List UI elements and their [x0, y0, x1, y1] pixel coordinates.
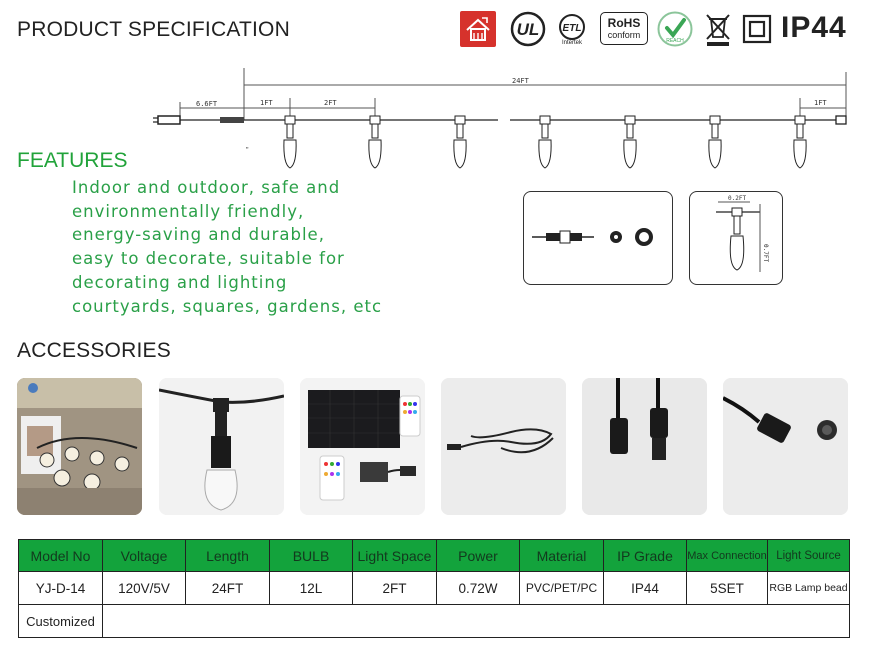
- feature-line: decorating and lighting: [72, 272, 288, 292]
- bulb-detail-box: [689, 191, 783, 285]
- reach-mark-icon: [656, 11, 694, 47]
- svg-text:ETL: ETL: [562, 22, 582, 34]
- svg-text:0.2FT: 0.2FT: [728, 195, 747, 202]
- bulb-icon: [539, 116, 551, 168]
- table-cell: RGB Lamp bead: [768, 572, 850, 605]
- table-cell: 24FT: [186, 572, 270, 605]
- rohs-mark-icon: RoHS conform: [600, 12, 648, 45]
- column-header: Length: [186, 540, 270, 572]
- bulb-spacing-label: 2FT: [324, 99, 337, 107]
- features-heading: FEATURES: [17, 149, 128, 172]
- column-header: IP Grade: [604, 540, 687, 572]
- table-row: [19, 605, 850, 638]
- table-cell: IP44: [604, 572, 687, 605]
- bulb-icon: [709, 116, 721, 168]
- ul-mark-icon: [508, 11, 548, 47]
- connector-detail-box: [523, 191, 673, 285]
- string-light-dimension-diagram: [150, 68, 860, 176]
- feature-line: courtyards, squares, gardens, etc: [72, 296, 383, 316]
- string-lights-box-photo: [17, 378, 142, 515]
- house-safety-icon: [460, 11, 496, 47]
- total-length-label: 24FT: [512, 77, 529, 85]
- bulb-icon: [284, 116, 296, 168]
- column-header: Model No: [19, 540, 103, 572]
- column-header: Light Space: [353, 540, 437, 572]
- table-cell: PVC/PET/PC: [520, 572, 604, 605]
- column-header: Light Source: [768, 540, 850, 572]
- lead-length-label: 6.6FT: [196, 100, 218, 108]
- table-row: [19, 572, 850, 605]
- column-header: Voltage: [103, 540, 186, 572]
- bulb-socket-photo: [159, 378, 284, 515]
- first-spacing-label: 1FT: [260, 99, 273, 107]
- weee-bin-icon: [703, 11, 733, 47]
- column-header: Power: [437, 540, 520, 572]
- spec-table-header-row: [19, 540, 850, 572]
- svg-text:0.7FT: 0.7FT: [762, 244, 769, 263]
- table-cell: 12L: [270, 572, 353, 605]
- feature-line: Indoor and outdoor, safe and: [72, 178, 341, 197]
- ip-rating-label: IP44: [781, 11, 847, 44]
- bulb-icon: [369, 116, 381, 168]
- table-cell: Customized: [19, 605, 103, 638]
- features-list: [72, 176, 512, 318]
- column-header: Material: [520, 540, 604, 572]
- spec-table: [18, 539, 850, 638]
- feature-line: environmentally friendly,: [72, 201, 305, 221]
- table-cell: YJ-D-14: [19, 572, 103, 605]
- customized-value-cell: [103, 605, 850, 638]
- svg-text:": ": [246, 147, 249, 154]
- table-cell: 2FT: [353, 572, 437, 605]
- bulb-icon: [794, 116, 806, 168]
- table-cell: 120V/5V: [103, 572, 186, 605]
- table-cell: 5SET: [687, 572, 768, 605]
- table-cell: 0.72W: [437, 572, 520, 605]
- end-spacing-label: 1FT: [814, 99, 827, 107]
- column-header: BULB: [270, 540, 353, 572]
- etl-mark-icon: ETL Intertek: [553, 11, 591, 47]
- usb-cable-photo: [441, 378, 566, 515]
- end-cap-connector-photo: [723, 378, 848, 515]
- feature-line: easy to decorate, suitable for: [72, 249, 345, 269]
- page-title: PRODUCT SPECIFICATION: [17, 18, 290, 41]
- class-ii-icon: [742, 11, 772, 47]
- accessories-heading: ACCESSORIES: [17, 339, 171, 362]
- column-header: Max Connection: [687, 540, 768, 572]
- connector-plugs-photo: [582, 378, 707, 515]
- bulb-icon: [624, 116, 636, 168]
- bulb-icon: [454, 116, 466, 168]
- svg-text:REACH: REACH: [666, 38, 684, 44]
- solar-panel-remote-kit-photo: [300, 378, 425, 515]
- svg-text:UL: UL: [516, 20, 540, 39]
- feature-line: energy-saving and durable,: [72, 225, 325, 245]
